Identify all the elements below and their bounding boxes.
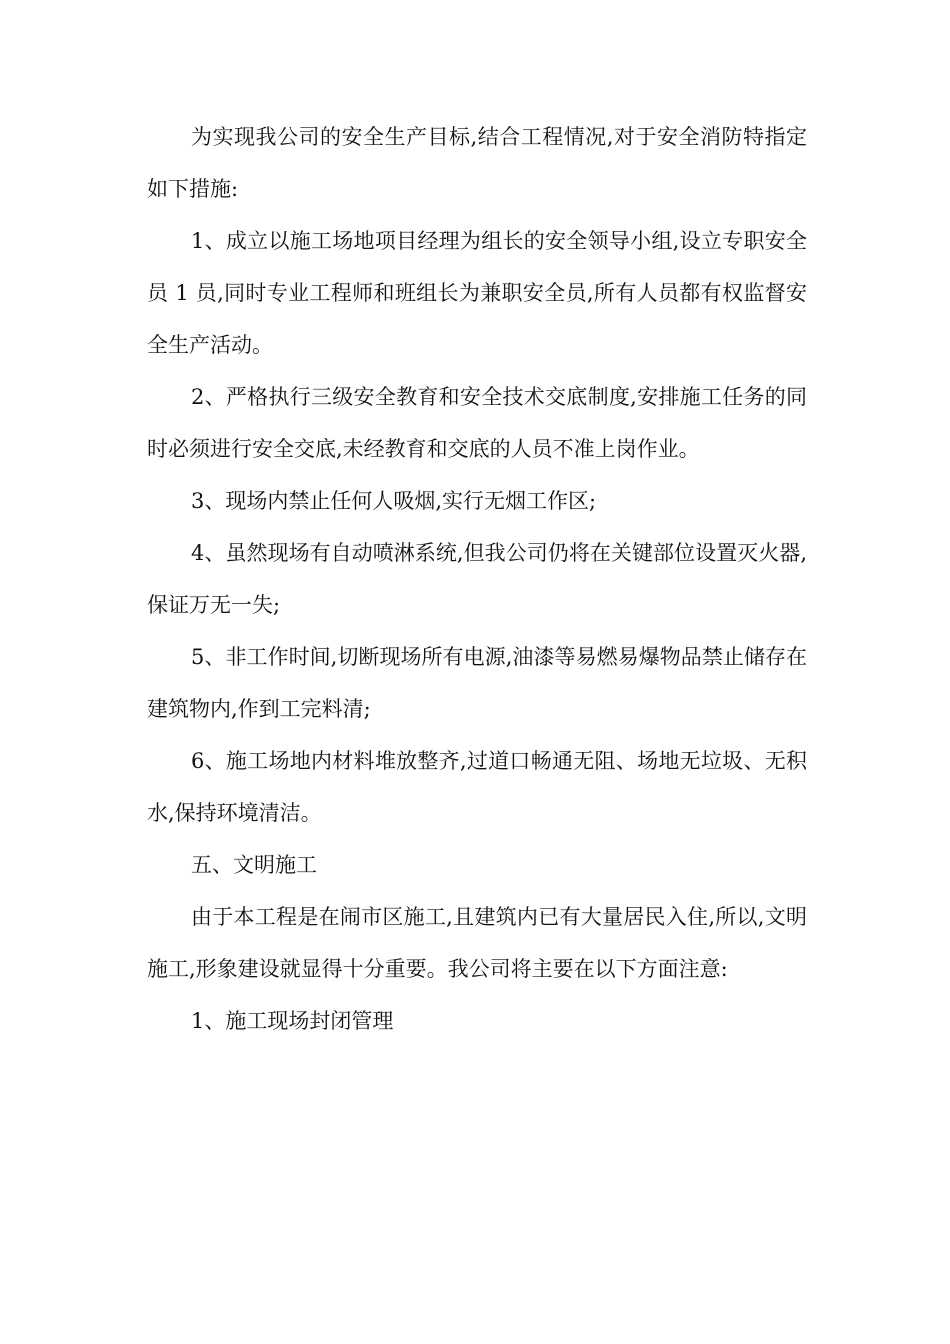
document-body	[147, 111, 807, 1047]
paragraph-item-3: 3、现场内禁止任何人吸烟,实行无烟工作区;	[191, 489, 597, 513]
paragraph-intro: 为实现我公司的安全生产目标,结合工程情况,对于安全消防特指定如下措施:	[147, 125, 807, 201]
paragraph-subitem-1: 1、施工现场封闭管理	[191, 1009, 394, 1033]
paragraph-item-5: 5、非工作时间,切断现场所有电源,油漆等易燃易爆物品禁止储存在建筑物内,作到工完料清;	[147, 645, 807, 721]
section-heading: 五、文明施工	[191, 853, 317, 877]
paragraph-item-1: 1、成立以施工场地项目经理为组长的安全领导小组,设立专职安全员 1 员,同时专业工程师和班组长为兼职安全员,所有人员都有权监督安全生产活动。	[147, 229, 807, 357]
paragraph-item-4: 4、虽然现场有自动喷淋系统,但我公司仍将在关键部位设置灭火器,保证万无一失;	[147, 541, 807, 617]
paragraph-item-2: 2、严格执行三级安全教育和安全技术交底制度,安排施工任务的同时必须进行安全交底,未经教育和交底的人员不准上岗作业。	[147, 385, 807, 461]
paragraph-item-6: 6、施工场地内材料堆放整齐,过道口畅通无阻、场地无垃圾、无积水,保持环境清洁。	[147, 749, 807, 825]
paragraph-section-intro: 由于本工程是在闹市区施工,且建筑内已有大量居民入住,所以,文明施工,形象建设就显得十分重要。我公司将主要在以下方面注意:	[147, 905, 807, 981]
